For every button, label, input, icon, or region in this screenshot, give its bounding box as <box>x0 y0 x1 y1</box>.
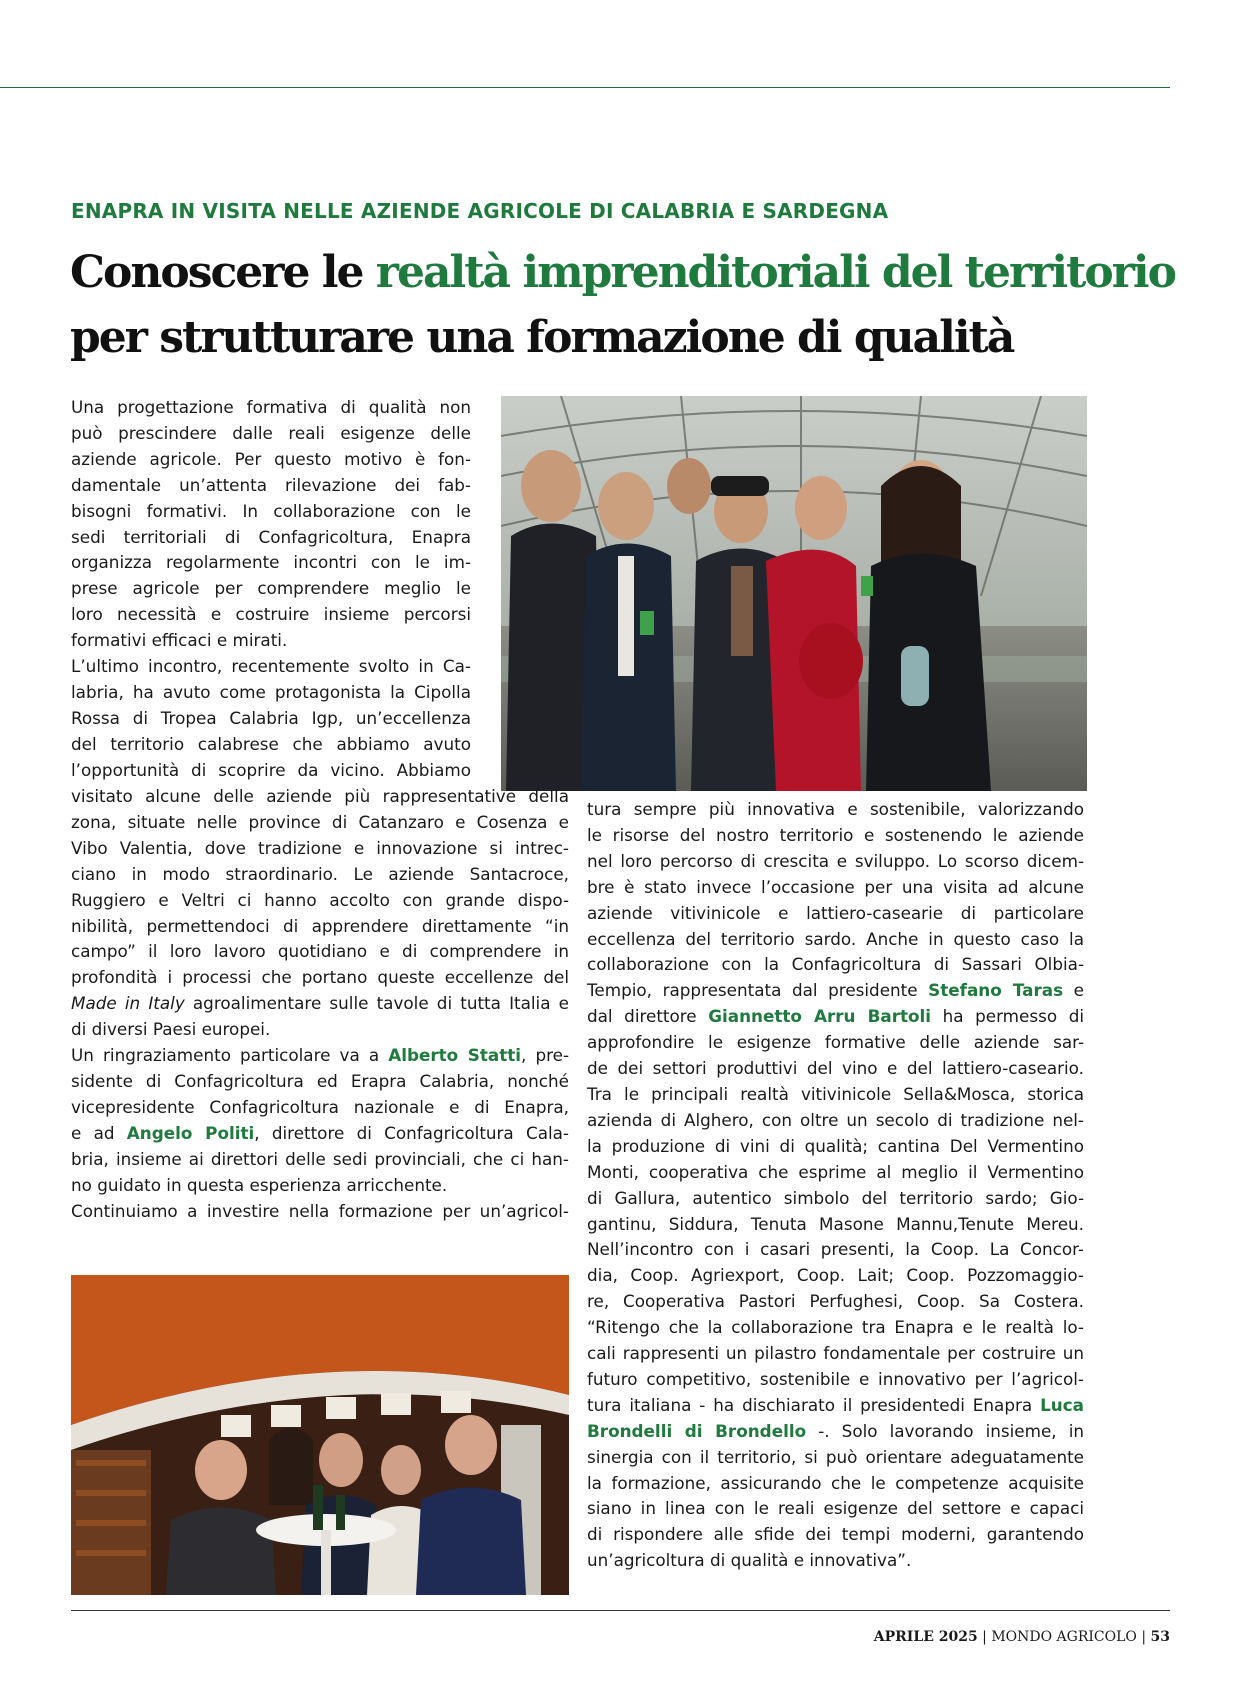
text-line: prese agricole per comprendere meglio le <box>71 578 471 599</box>
footer-magazine: MONDO AGRICOLO <box>991 1629 1137 1645</box>
text-line: del territorio calabrese che abbiamo avuto <box>71 733 471 754</box>
article-column-right <box>587 797 1084 1574</box>
text-line: Continuiamo a investire nella formazione per un’agricol- <box>71 1200 569 1221</box>
text-line: approfondire le esigenze formative delle aziende sar- <box>587 1032 1084 1053</box>
text-line: “Ritengo che la collaborazione tra Enapra e le realtà lo- <box>587 1317 1084 1338</box>
person-name-luca: Luca <box>1040 1394 1084 1415</box>
article-kicker: ENAPRA IN VISITA NELLE AZIENDE AGRICOLE DI CALABRIA E SARDEGNA <box>71 199 889 223</box>
text-line: loro necessità e costruire insieme percorsi <box>71 604 471 625</box>
text-line: sedi territoriali di Confagricoltura, Enapra <box>71 526 471 547</box>
footer-separator: | <box>1136 1629 1151 1645</box>
text-line: ciano in modo straordinario. Le aziende Santacroce, <box>71 863 569 884</box>
article-column-left-top <box>71 395 471 784</box>
bottom-rule <box>71 1610 1170 1611</box>
text-line <box>587 1004 1084 1030</box>
text-line: profondità i processi che portano queste eccellenze del <box>71 967 569 988</box>
footer-separator: | <box>977 1629 992 1645</box>
text-line: no guidato in questa esperienza arricchente. <box>71 1174 448 1195</box>
text-line: labria, ha avuto come protagonista la Cipolla <box>71 681 471 702</box>
text-line: L’ultimo incontro, recentemente svolto in Ca- <box>71 656 471 677</box>
headline-part3: per strutturare una formazione di qualità <box>70 312 1014 363</box>
text-line: zona, situate nelle province di Catanzaro e Cosenza e <box>71 811 569 832</box>
text-line: siano in linea con le reali esigenze del settore e capaci <box>587 1498 1084 1519</box>
person-name-brondelli: Brondelli di Brondello <box>587 1420 807 1441</box>
text-line: Una progettazione formativa di qualità non <box>71 397 471 417</box>
text-line: eccellenza del territorio sardo. Anche in questo caso la <box>587 928 1084 949</box>
text-line: di rispondere alle sfide dei tempi moderni, garantendo <box>587 1524 1084 1545</box>
text-line: nibilità, permettendoci di apprendere direttamente “in <box>71 915 569 936</box>
text-line: damentale un’attenta rilevazione dei fab- <box>71 474 471 495</box>
person-name-politi: Angelo Politi <box>126 1122 255 1143</box>
text-line: Tra le principali realtà vitivinicole Sella&Mosca, storica <box>587 1083 1084 1104</box>
text-line: bre è stato invece l’occasione per una visita ad alcune <box>587 876 1084 897</box>
text-fragment: Un ringraziamento particolare va a <box>71 1045 389 1066</box>
text-line: Vibo Valentia, dove tradizione e innovazione si intrec- <box>71 837 569 858</box>
text-fragment: e <box>1063 980 1084 1001</box>
footer-date: APRILE 2025 <box>873 1629 978 1645</box>
text-line: formativi efficaci e mirati. <box>71 630 288 651</box>
text-line: visitato alcune delle aziende più rappresentative della <box>71 786 569 806</box>
text-line <box>71 1043 569 1069</box>
text-line: campo” il loro lavoro quotidiano e di comprendere in <box>71 941 569 962</box>
text-line <box>587 1393 1084 1419</box>
text-line: aziende agricole. Per questo motivo è fon- <box>71 448 471 469</box>
page-number: 53 <box>1150 1629 1170 1645</box>
article-headline <box>70 240 1180 370</box>
text-fragment: agroalimentare sulle tavole di tutta Italia e <box>184 993 569 1014</box>
text-line: aziende vitivinicole e lattiero-casearie di particolare <box>587 902 1084 923</box>
text-line <box>71 991 569 1017</box>
text-line: la produzione di vini di qualità; cantina Del Vermentino <box>587 1135 1084 1156</box>
person-name-taras: Stefano Taras <box>928 980 1064 1001</box>
text-fragment: , direttore di Confagricoltura Cala- <box>254 1122 569 1143</box>
text-fragment: tura italiana - ha dischiarato il presidentedi Enapra <box>587 1394 1041 1415</box>
text-line: Ruggiero e Veltri ci hanno accolto con grande dispo- <box>71 889 569 910</box>
text-line: bisogni formativi. In collaborazione con le <box>71 500 471 521</box>
article-column-left-bottom <box>71 784 569 1224</box>
text-line: tura sempre più innovativa e sostenibile, valorizzando <box>587 799 1084 819</box>
text-line: Rossa di Tropea Calabria Igp, un’eccellenza <box>71 707 471 728</box>
text-fragment: ha permesso di <box>931 1006 1085 1027</box>
text-line: cali rappresenti un pilastro fondamentale per costruire un <box>587 1343 1084 1364</box>
text-line: sinergia con il territorio, si può orientare adeguatamente <box>587 1446 1084 1467</box>
text-fragment: , pre- <box>521 1045 570 1066</box>
text-line: sidente di Confagricoltura ed Erapra Calabria, nonché <box>71 1070 569 1091</box>
text-line: organizza regolarmente incontri con le im- <box>71 552 471 573</box>
page-footer <box>874 1629 1170 1645</box>
headline-green: realtà imprenditoriali del territorio <box>375 247 1175 298</box>
text-line: la formazione, assicurando che le competenze acquisite <box>587 1472 1084 1493</box>
headline-part1: Conoscere le <box>70 247 376 298</box>
person-name-statti: Alberto Statti <box>388 1045 522 1066</box>
winery-group-photo <box>71 1275 569 1595</box>
text-line: nel loro percorso di crescita e sviluppo. Lo scorso dicem- <box>587 850 1084 871</box>
text-line <box>71 1121 569 1147</box>
text-line: azienda di Alghero, con oltre un secolo di tradizione nel- <box>587 1109 1084 1130</box>
top-rule <box>0 87 1170 88</box>
text-line: vicepresidente Confagricoltura nazionale e di Enapra, <box>71 1096 569 1117</box>
text-fragment: -. Solo lavorando insieme, in <box>806 1420 1084 1441</box>
text-line: de dei settori produttivi del vino e del lattiero-caseario. <box>587 1058 1084 1079</box>
text-line: dia, Coop. Agriexport, Coop. Lait; Coop. Pozzomaggio- <box>587 1265 1084 1286</box>
text-line: re, Cooperativa Pastori Perfughesi, Coop. Sa Costera. <box>587 1291 1084 1312</box>
text-fragment: Tempio, rappresentata dal presidente <box>587 980 929 1001</box>
text-line: di Gallura, autentico simbolo del territorio sardo; Gio- <box>587 1187 1084 1208</box>
text-line: può prescindere dalle reali esigenze delle <box>71 422 471 443</box>
text-line: Monti, cooperativa che esprime al meglio il Vermentino <box>587 1161 1084 1182</box>
text-line: collaborazione con la Confagricoltura di Sassari Olbia- <box>587 954 1084 975</box>
text-line <box>587 978 1084 1004</box>
made-in-italy: Made in Italy <box>71 993 185 1014</box>
person-name-arru: Giannetto Arru Bartoli <box>708 1006 932 1027</box>
text-line: bria, insieme ai direttori delle sedi provinciali, che ci han- <box>71 1148 569 1169</box>
text-line <box>587 1419 1084 1445</box>
text-line: gantinu, Siddura, Tenuta Masone Mannu,Tenute Mereu. <box>587 1213 1084 1234</box>
text-fragment: dal direttore <box>587 1006 709 1027</box>
text-line: l’opportunità di scoprire da vicino. Abbiamo <box>71 759 471 780</box>
text-line: le risorse del nostro territorio e sostenendo le aziende <box>587 824 1084 845</box>
greenhouse-group-photo <box>501 396 1087 791</box>
text-line: Nell’incontro con i casari presenti, la Coop. La Concor- <box>587 1239 1084 1260</box>
text-fragment: e ad <box>71 1122 127 1143</box>
text-line: un’agricoltura di qualità e innovativa”. <box>587 1550 912 1571</box>
text-line: di diversi Paesi europei. <box>71 1019 271 1040</box>
text-line: futuro competitivo, sostenibile e innovativo per l’agricol- <box>587 1368 1084 1389</box>
